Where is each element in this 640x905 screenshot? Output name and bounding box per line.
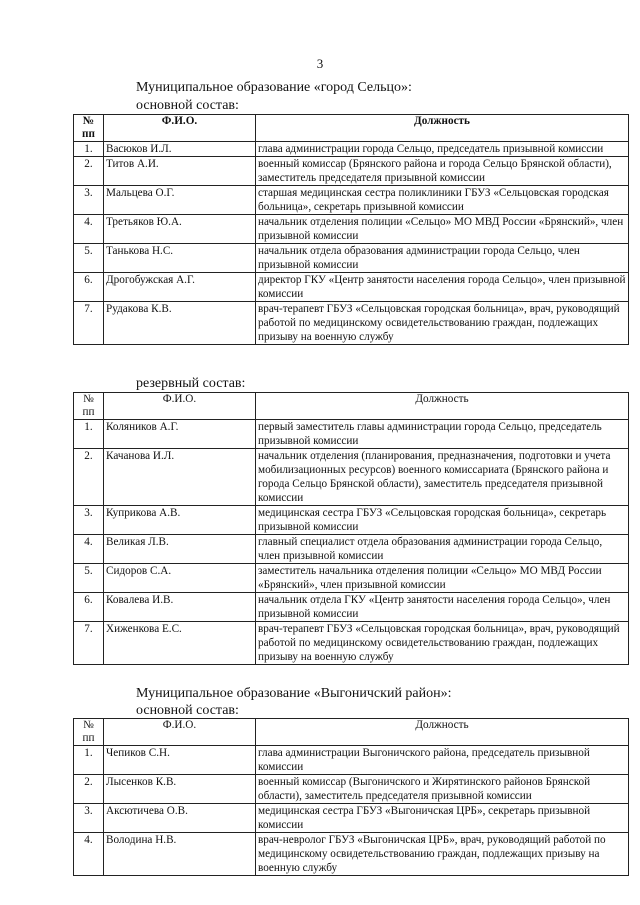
row-name: Куприкова А.В. xyxy=(104,506,256,535)
row-num: 6. xyxy=(74,593,104,622)
table-header-row xyxy=(74,115,629,142)
row-num: 3. xyxy=(74,186,104,215)
row-name: Аксютичева О.В. xyxy=(104,804,256,833)
roster-table-1 xyxy=(73,114,629,345)
row-position: медицинская сестра ГБУЗ «Сельцовская городская больница», секретарь призывной комиссии xyxy=(256,506,629,535)
col-header-position: Должность xyxy=(256,719,629,746)
row-num: 1. xyxy=(74,142,104,157)
col-header-name: Ф.И.О. xyxy=(104,393,256,420)
table-header-row xyxy=(74,719,629,746)
table-row xyxy=(74,804,629,833)
row-name: Хиженкова Е.С. xyxy=(104,622,256,665)
col-header-position: Должность xyxy=(256,393,629,420)
col-header-num: № пп xyxy=(74,393,104,420)
roster-table-3 xyxy=(73,718,629,876)
table-row xyxy=(74,142,629,157)
section-subtitle-3: основной состав: xyxy=(136,703,239,718)
row-name: Чепиков С.Н. xyxy=(104,746,256,775)
row-position: военный комиссар (Выгоничского и Жирятинского районов Брянской области), заместитель председателя призывной комиссии xyxy=(256,775,629,804)
section-heading-3: Муниципальное образование «Выгоничский район»: xyxy=(136,686,452,701)
table-row xyxy=(74,244,629,273)
table-row xyxy=(74,535,629,564)
row-position: начальник отделения (планирования, предназначения, подготовки и учета мобилизационных ресурсов) военного комиссариата (Брянского района и города Сельцо Брянской области), заместитель председателя призывной комиссии xyxy=(256,449,629,506)
roster-table-2 xyxy=(73,392,629,665)
table-row xyxy=(74,186,629,215)
row-position: главный специалист отдела образования администрации города Сельцо, член призывной комиссии xyxy=(256,535,629,564)
row-name: Васюков И.Л. xyxy=(104,142,256,157)
row-num: 3. xyxy=(74,804,104,833)
section-subtitle-2: резервный состав: xyxy=(136,376,246,391)
row-name: Сидоров С.А. xyxy=(104,564,256,593)
row-position: старшая медицинская сестра поликлиники ГБУЗ «Сельцовская городская больница», секретарь призывной комиссии xyxy=(256,186,629,215)
table-row xyxy=(74,449,629,506)
row-name: Мальцева О.Г. xyxy=(104,186,256,215)
row-num: 3. xyxy=(74,506,104,535)
col-header-num: № пп xyxy=(74,115,104,142)
row-position: медицинская сестра ГБУЗ «Выгоничская ЦРБ», секретарь призывной комиссии xyxy=(256,804,629,833)
row-num: 7. xyxy=(74,622,104,665)
row-position: врач-терапевт ГБУЗ «Сельцовская городская больница», врач, руководящий работой по медицинскому освидетельствованию граждан, подлежащих призыву на военную службу xyxy=(256,622,629,665)
table-row xyxy=(74,273,629,302)
row-name: Володина Н.В. xyxy=(104,833,256,876)
table-row xyxy=(74,564,629,593)
row-name: Третьяков Ю.А. xyxy=(104,215,256,244)
row-name: Качанова И.Л. xyxy=(104,449,256,506)
row-name: Танькова Н.С. xyxy=(104,244,256,273)
row-num: 1. xyxy=(74,420,104,449)
row-position: глава администрации Выгоничского района, председатель призывной комиссии xyxy=(256,746,629,775)
table-row xyxy=(74,746,629,775)
section-heading-1: Муниципальное образование «город Сельцо»: xyxy=(136,80,412,95)
table-row xyxy=(74,622,629,665)
table-row xyxy=(74,506,629,535)
row-position: начальник отделения полиции «Сельцо» МО МВД России «Брянский», член призывной комиссии xyxy=(256,215,629,244)
row-name: Ковалева И.В. xyxy=(104,593,256,622)
table-row xyxy=(74,833,629,876)
row-num: 4. xyxy=(74,833,104,876)
section-subtitle-1: основной состав: xyxy=(136,98,239,113)
row-position: заместитель начальника отделения полиции «Сельцо» МО МВД России «Брянский», член призывной комиссии xyxy=(256,564,629,593)
row-num: 2. xyxy=(74,157,104,186)
row-position: врач-невролог ГБУЗ «Выгоничская ЦРБ», врач, руководящий работой по медицинскому освидетельствованию граждан, подлежащих призыву на военную службу xyxy=(256,833,629,876)
table-row xyxy=(74,775,629,804)
table-row xyxy=(74,157,629,186)
row-num: 2. xyxy=(74,775,104,804)
row-num: 6. xyxy=(74,273,104,302)
row-position: начальник отдела ГКУ «Центр занятости населения города Сельцо», член призывной комиссии xyxy=(256,593,629,622)
row-num: 4. xyxy=(74,215,104,244)
row-position: военный комиссар (Брянского района и города Сельцо Брянской области), заместитель председателя призывной комиссии xyxy=(256,157,629,186)
table-row xyxy=(74,215,629,244)
col-header-num: № пп xyxy=(74,719,104,746)
row-num: 4. xyxy=(74,535,104,564)
row-name: Коляников А.Г. xyxy=(104,420,256,449)
table-header-row xyxy=(74,393,629,420)
row-num: 7. xyxy=(74,302,104,345)
row-num: 1. xyxy=(74,746,104,775)
row-position: глава администрации города Сельцо, председатель призывной комиссии xyxy=(256,142,629,157)
table-row xyxy=(74,420,629,449)
table-row xyxy=(74,302,629,345)
row-name: Великая Л.В. xyxy=(104,535,256,564)
table-row xyxy=(74,593,629,622)
row-name: Титов А.И. xyxy=(104,157,256,186)
row-num: 2. xyxy=(74,449,104,506)
col-header-name: Ф.И.О. xyxy=(104,115,256,142)
row-name: Дрогобужская А.Г. xyxy=(104,273,256,302)
row-position: начальник отдела образования администрации города Сельцо, член призывной комиссии xyxy=(256,244,629,273)
row-name: Рудакова К.В. xyxy=(104,302,256,345)
row-position: врач-терапевт ГБУЗ «Сельцовская городская больница», врач, руководящий работой по медицинскому освидетельствованию граждан, подлежащих призыву на военную службу xyxy=(256,302,629,345)
col-header-position: Должность xyxy=(256,115,629,142)
row-name: Лысенков К.В. xyxy=(104,775,256,804)
col-header-name: Ф.И.О. xyxy=(104,719,256,746)
page-number: 3 xyxy=(316,56,324,71)
row-num: 5. xyxy=(74,244,104,273)
row-num: 5. xyxy=(74,564,104,593)
row-position: первый заместитель главы администрации города Сельцо, председатель призывной комиссии xyxy=(256,420,629,449)
row-position: директор ГКУ «Центр занятости населения города Сельцо», член призывной комиссии xyxy=(256,273,629,302)
